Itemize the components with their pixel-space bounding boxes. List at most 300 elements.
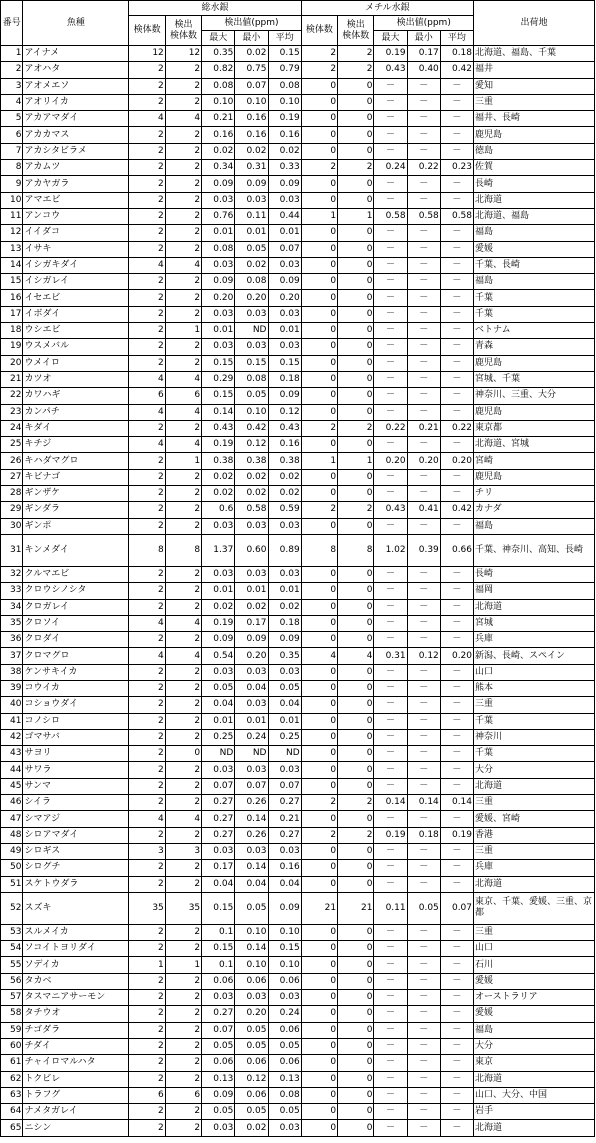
methyl-tested-cell: 0 bbox=[301, 518, 337, 534]
methyl-avg-cell: － bbox=[440, 78, 473, 94]
total-tested-cell: 2 bbox=[129, 1038, 165, 1054]
table-row bbox=[1, 143, 595, 159]
total-tested-cell: 8 bbox=[129, 534, 165, 566]
methyl-detected-cell: 0 bbox=[338, 566, 374, 582]
total-tested-cell: 2 bbox=[129, 241, 165, 257]
total-max-cell: 0.09 bbox=[202, 274, 235, 290]
methyl-tested-cell: 0 bbox=[301, 339, 337, 355]
total-avg-cell: 0.18 bbox=[268, 371, 301, 387]
methyl-max-cell: － bbox=[374, 469, 407, 485]
methyl-detected-cell: 0 bbox=[338, 632, 374, 648]
methyl-avg-cell: － bbox=[440, 566, 473, 582]
header-detected: 検出 検体数 bbox=[338, 16, 374, 46]
origin-cell: 千葉 bbox=[474, 713, 595, 729]
total-avg-cell: 0.03 bbox=[268, 1120, 301, 1136]
origin-cell: 北海道 bbox=[474, 1120, 595, 1136]
methyl-min-cell: 0.05 bbox=[407, 892, 440, 924]
total-avg-cell: 0.79 bbox=[268, 62, 301, 78]
origin-cell: 徳島 bbox=[474, 143, 595, 159]
origin-cell: 愛媛 bbox=[474, 973, 595, 989]
species-name-cell: クルマエビ bbox=[23, 566, 129, 582]
total-max-cell: 0.27 bbox=[202, 827, 235, 843]
species-name-cell: ナメタガレイ bbox=[23, 1104, 129, 1120]
total-max-cell: 0.15 bbox=[202, 941, 235, 957]
table-row bbox=[1, 566, 595, 582]
total-min-cell: 0.16 bbox=[235, 127, 268, 143]
total-max-cell: 0.15 bbox=[202, 355, 235, 371]
origin-cell: 北海道 bbox=[474, 192, 595, 208]
species-name-cell: クロマグロ bbox=[23, 648, 129, 664]
methyl-max-cell: － bbox=[374, 1071, 407, 1087]
total-tested-cell: 2 bbox=[129, 502, 165, 518]
origin-cell: 鹿児島 bbox=[474, 355, 595, 371]
total-avg-cell: 0.12 bbox=[268, 404, 301, 420]
methyl-max-cell: － bbox=[374, 127, 407, 143]
species-name-cell: カンパチ bbox=[23, 404, 129, 420]
row-no-cell: 61 bbox=[1, 1055, 23, 1071]
methyl-min-cell: － bbox=[407, 404, 440, 420]
total-max-cell: ND bbox=[202, 746, 235, 762]
methyl-max-cell: 0.19 bbox=[374, 46, 407, 62]
methyl-max-cell: － bbox=[374, 388, 407, 404]
origin-cell: 佐賀 bbox=[474, 160, 595, 176]
origin-cell: 宮城、千葉 bbox=[474, 371, 595, 387]
methyl-avg-cell: － bbox=[440, 746, 473, 762]
methyl-avg-cell: 0.42 bbox=[440, 502, 473, 518]
total-max-cell: 0.03 bbox=[202, 306, 235, 322]
methyl-max-cell: － bbox=[374, 1120, 407, 1136]
total-min-cell: 0.09 bbox=[235, 632, 268, 648]
row-no-cell: 31 bbox=[1, 534, 23, 566]
total-min-cell: 0.03 bbox=[235, 843, 268, 859]
species-name-cell: アカシタビラメ bbox=[23, 143, 129, 159]
methyl-avg-cell: － bbox=[440, 241, 473, 257]
origin-cell: 神奈川 bbox=[474, 729, 595, 745]
total-tested-cell: 2 bbox=[129, 420, 165, 436]
methyl-min-cell: 0.17 bbox=[407, 46, 440, 62]
total-min-cell: 0.05 bbox=[235, 1038, 268, 1054]
methyl-tested-cell: 0 bbox=[301, 388, 337, 404]
methyl-detected-cell: 0 bbox=[338, 225, 374, 241]
methyl-tested-cell: 0 bbox=[301, 729, 337, 745]
row-no-cell: 1 bbox=[1, 46, 23, 62]
total-min-cell: 0.01 bbox=[235, 583, 268, 599]
total-detected-cell: 0 bbox=[165, 746, 201, 762]
methyl-detected-cell: 0 bbox=[338, 176, 374, 192]
table-row bbox=[1, 713, 595, 729]
total-detected-cell: 2 bbox=[165, 632, 201, 648]
total-min-cell: 0.03 bbox=[235, 306, 268, 322]
total-avg-cell: 0.01 bbox=[268, 323, 301, 339]
total-detected-cell: 4 bbox=[165, 371, 201, 387]
total-tested-cell: 4 bbox=[129, 437, 165, 453]
total-avg-cell: 0.43 bbox=[268, 420, 301, 436]
methyl-detected-cell: 2 bbox=[338, 160, 374, 176]
methyl-avg-cell: － bbox=[440, 729, 473, 745]
methyl-tested-cell: 0 bbox=[301, 323, 337, 339]
methyl-detected-cell: 8 bbox=[338, 534, 374, 566]
header-tested: 検体数 bbox=[129, 16, 165, 46]
total-min-cell: 0.12 bbox=[235, 1071, 268, 1087]
species-name-cell: アオハタ bbox=[23, 62, 129, 78]
origin-cell: 長崎 bbox=[474, 566, 595, 582]
total-tested-cell: 2 bbox=[129, 1006, 165, 1022]
total-min-cell: 0.14 bbox=[235, 941, 268, 957]
methyl-tested-cell: 21 bbox=[301, 892, 337, 924]
origin-cell: 福島 bbox=[474, 518, 595, 534]
species-name-cell: タチウオ bbox=[23, 1006, 129, 1022]
total-max-cell: 0.03 bbox=[202, 518, 235, 534]
header-detected: 検出 検体数 bbox=[165, 16, 201, 46]
species-name-cell: ウシエビ bbox=[23, 323, 129, 339]
methyl-tested-cell: 0 bbox=[301, 111, 337, 127]
total-max-cell: 0.20 bbox=[202, 290, 235, 306]
methyl-avg-cell: － bbox=[440, 1022, 473, 1038]
total-detected-cell: 2 bbox=[165, 420, 201, 436]
total-detected-cell: 2 bbox=[165, 469, 201, 485]
origin-cell: 千葉 bbox=[474, 746, 595, 762]
row-no-cell: 16 bbox=[1, 290, 23, 306]
methyl-min-cell: － bbox=[407, 469, 440, 485]
total-avg-cell: 0.05 bbox=[268, 1104, 301, 1120]
table-row bbox=[1, 1120, 595, 1136]
methyl-avg-cell: － bbox=[440, 941, 473, 957]
total-min-cell: 0.02 bbox=[235, 1120, 268, 1136]
row-no-cell: 50 bbox=[1, 860, 23, 876]
table-row bbox=[1, 1104, 595, 1120]
total-max-cell: 0.6 bbox=[202, 502, 235, 518]
table-row bbox=[1, 827, 595, 843]
total-max-cell: 0.03 bbox=[202, 843, 235, 859]
methyl-detected-cell: 0 bbox=[338, 518, 374, 534]
methyl-detected-cell: 1 bbox=[338, 208, 374, 224]
methyl-detected-cell: 0 bbox=[338, 583, 374, 599]
methyl-max-cell: 0.31 bbox=[374, 648, 407, 664]
methyl-detected-cell: 0 bbox=[338, 924, 374, 940]
total-avg-cell: 0.21 bbox=[268, 811, 301, 827]
table-row bbox=[1, 1038, 595, 1054]
total-tested-cell: 2 bbox=[129, 990, 165, 1006]
methyl-detected-cell: 2 bbox=[338, 795, 374, 811]
methyl-min-cell: － bbox=[407, 599, 440, 615]
row-no-cell: 45 bbox=[1, 778, 23, 794]
total-avg-cell: 0.03 bbox=[268, 257, 301, 273]
total-min-cell: 0.75 bbox=[235, 62, 268, 78]
total-detected-cell: 2 bbox=[165, 583, 201, 599]
total-min-cell: 0.16 bbox=[235, 111, 268, 127]
total-detected-cell: 2 bbox=[165, 518, 201, 534]
header-values: 検出値(ppm) bbox=[374, 16, 474, 31]
methyl-tested-cell: 0 bbox=[301, 192, 337, 208]
methyl-detected-cell: 0 bbox=[338, 486, 374, 502]
species-name-cell: クロソイ bbox=[23, 615, 129, 631]
table-body bbox=[1, 46, 595, 1137]
table-row bbox=[1, 127, 595, 143]
species-name-cell: ギンザケ bbox=[23, 486, 129, 502]
methyl-detected-cell: 0 bbox=[338, 241, 374, 257]
total-min-cell: 0.01 bbox=[235, 225, 268, 241]
row-no-cell: 13 bbox=[1, 241, 23, 257]
total-detected-cell: 2 bbox=[165, 664, 201, 680]
total-tested-cell: 4 bbox=[129, 404, 165, 420]
methyl-min-cell: － bbox=[407, 339, 440, 355]
methyl-detected-cell: 0 bbox=[338, 306, 374, 322]
total-detected-cell: 2 bbox=[165, 176, 201, 192]
table-row bbox=[1, 339, 595, 355]
species-name-cell: タカベ bbox=[23, 973, 129, 989]
total-min-cell: 0.03 bbox=[235, 339, 268, 355]
total-tested-cell: 2 bbox=[129, 339, 165, 355]
total-avg-cell: 0.02 bbox=[268, 599, 301, 615]
row-no-cell: 34 bbox=[1, 599, 23, 615]
total-min-cell: 0.14 bbox=[235, 811, 268, 827]
total-detected-cell: 2 bbox=[165, 143, 201, 159]
total-max-cell: 0.05 bbox=[202, 1038, 235, 1054]
methyl-avg-cell: － bbox=[440, 615, 473, 631]
methyl-min-cell: － bbox=[407, 583, 440, 599]
methyl-detected-cell: 1 bbox=[338, 453, 374, 469]
table-row bbox=[1, 1055, 595, 1071]
methyl-avg-cell: － bbox=[440, 404, 473, 420]
total-max-cell: 0.76 bbox=[202, 208, 235, 224]
methyl-avg-cell: 0.14 bbox=[440, 795, 473, 811]
row-no-cell: 6 bbox=[1, 127, 23, 143]
methyl-avg-cell: － bbox=[440, 924, 473, 940]
total-avg-cell: 0.19 bbox=[268, 111, 301, 127]
total-min-cell: ND bbox=[235, 746, 268, 762]
methyl-min-cell: － bbox=[407, 973, 440, 989]
methyl-min-cell: － bbox=[407, 486, 440, 502]
total-max-cell: 0.07 bbox=[202, 1022, 235, 1038]
total-tested-cell: 2 bbox=[129, 355, 165, 371]
total-detected-cell: 2 bbox=[165, 78, 201, 94]
total-avg-cell: 0.15 bbox=[268, 941, 301, 957]
total-tested-cell: 2 bbox=[129, 924, 165, 940]
total-avg-cell: 0.02 bbox=[268, 486, 301, 502]
row-no-cell: 47 bbox=[1, 811, 23, 827]
table-row bbox=[1, 437, 595, 453]
total-detected-cell: 6 bbox=[165, 1087, 201, 1103]
table-row bbox=[1, 274, 595, 290]
origin-cell: チリ bbox=[474, 486, 595, 502]
methyl-avg-cell: － bbox=[440, 973, 473, 989]
origin-cell: 三重 bbox=[474, 795, 595, 811]
methyl-avg-cell: － bbox=[440, 306, 473, 322]
methyl-max-cell: 0.14 bbox=[374, 795, 407, 811]
origin-cell: 千葉、長崎 bbox=[474, 257, 595, 273]
methyl-tested-cell: 0 bbox=[301, 78, 337, 94]
total-avg-cell: ND bbox=[268, 746, 301, 762]
methyl-detected-cell: 0 bbox=[338, 192, 374, 208]
origin-cell: 熊本 bbox=[474, 680, 595, 696]
total-tested-cell: 2 bbox=[129, 453, 165, 469]
origin-cell: 岩手 bbox=[474, 1104, 595, 1120]
methyl-min-cell: － bbox=[407, 241, 440, 257]
total-avg-cell: 0.03 bbox=[268, 566, 301, 582]
table-row bbox=[1, 990, 595, 1006]
species-name-cell: キンメダイ bbox=[23, 534, 129, 566]
total-max-cell: 0.21 bbox=[202, 111, 235, 127]
total-avg-cell: 0.04 bbox=[268, 697, 301, 713]
origin-cell: 愛媛、宮崎 bbox=[474, 811, 595, 827]
total-min-cell: 0.02 bbox=[235, 46, 268, 62]
total-min-cell: 0.14 bbox=[235, 860, 268, 876]
methyl-tested-cell: 0 bbox=[301, 127, 337, 143]
methyl-avg-cell: － bbox=[440, 1038, 473, 1054]
total-avg-cell: 0.03 bbox=[268, 306, 301, 322]
total-detected-cell: 2 bbox=[165, 192, 201, 208]
total-detected-cell: 2 bbox=[165, 1006, 201, 1022]
origin-cell: 鹿児島 bbox=[474, 404, 595, 420]
origin-cell: 北海道 bbox=[474, 778, 595, 794]
total-detected-cell: 2 bbox=[165, 924, 201, 940]
total-max-cell: 0.82 bbox=[202, 62, 235, 78]
total-max-cell: 0.08 bbox=[202, 78, 235, 94]
methyl-detected-cell: 0 bbox=[338, 876, 374, 892]
total-avg-cell: 0.03 bbox=[268, 664, 301, 680]
species-name-cell: サヨリ bbox=[23, 746, 129, 762]
methyl-min-cell: － bbox=[407, 1055, 440, 1071]
methyl-min-cell: － bbox=[407, 632, 440, 648]
row-no-cell: 51 bbox=[1, 876, 23, 892]
total-tested-cell: 6 bbox=[129, 388, 165, 404]
total-detected-cell: 2 bbox=[165, 1120, 201, 1136]
species-name-cell: キダイ bbox=[23, 420, 129, 436]
total-detected-cell: 2 bbox=[165, 160, 201, 176]
header-avg: 平均 bbox=[440, 31, 473, 46]
methyl-detected-cell: 0 bbox=[338, 843, 374, 859]
total-min-cell: 0.07 bbox=[235, 78, 268, 94]
methyl-avg-cell: － bbox=[440, 990, 473, 1006]
species-name-cell: ソコイトヨリダイ bbox=[23, 941, 129, 957]
total-detected-cell: 8 bbox=[165, 534, 201, 566]
total-avg-cell: 0.09 bbox=[268, 388, 301, 404]
total-min-cell: 0.01 bbox=[235, 713, 268, 729]
row-no-cell: 12 bbox=[1, 225, 23, 241]
table-row bbox=[1, 208, 595, 224]
methyl-avg-cell: － bbox=[440, 599, 473, 615]
methyl-avg-cell: 0.66 bbox=[440, 534, 473, 566]
total-max-cell: 0.19 bbox=[202, 615, 235, 631]
total-tested-cell: 2 bbox=[129, 827, 165, 843]
methyl-tested-cell: 0 bbox=[301, 274, 337, 290]
methyl-avg-cell: － bbox=[440, 1071, 473, 1087]
methyl-tested-cell: 0 bbox=[301, 941, 337, 957]
total-detected-cell: 35 bbox=[165, 892, 201, 924]
total-detected-cell: 2 bbox=[165, 241, 201, 257]
origin-cell: 香港 bbox=[474, 827, 595, 843]
methyl-max-cell: 0.43 bbox=[374, 62, 407, 78]
methyl-detected-cell: 2 bbox=[338, 46, 374, 62]
methyl-max-cell: － bbox=[374, 599, 407, 615]
total-detected-cell: 2 bbox=[165, 1022, 201, 1038]
total-tested-cell: 2 bbox=[129, 176, 165, 192]
methyl-avg-cell: － bbox=[440, 274, 473, 290]
row-no-cell: 53 bbox=[1, 924, 23, 940]
origin-cell: 三重 bbox=[474, 697, 595, 713]
methyl-avg-cell: － bbox=[440, 1006, 473, 1022]
methyl-max-cell: － bbox=[374, 924, 407, 940]
origin-cell: 北海道、福島 bbox=[474, 208, 595, 224]
methyl-tested-cell: 0 bbox=[301, 1022, 337, 1038]
row-no-cell: 18 bbox=[1, 323, 23, 339]
total-tested-cell: 2 bbox=[129, 697, 165, 713]
methyl-max-cell: － bbox=[374, 225, 407, 241]
total-min-cell: 0.03 bbox=[235, 762, 268, 778]
methyl-max-cell: － bbox=[374, 957, 407, 973]
methyl-max-cell: － bbox=[374, 973, 407, 989]
total-max-cell: 0.04 bbox=[202, 876, 235, 892]
row-no-cell: 7 bbox=[1, 143, 23, 159]
row-no-cell: 35 bbox=[1, 615, 23, 631]
origin-cell: 長崎 bbox=[474, 176, 595, 192]
methyl-tested-cell: 0 bbox=[301, 469, 337, 485]
total-tested-cell: 2 bbox=[129, 78, 165, 94]
methyl-min-cell: － bbox=[407, 323, 440, 339]
total-avg-cell: 0.16 bbox=[268, 860, 301, 876]
methyl-tested-cell: 0 bbox=[301, 583, 337, 599]
origin-cell: 福井 bbox=[474, 62, 595, 78]
total-max-cell: 0.13 bbox=[202, 1071, 235, 1087]
row-no-cell: 11 bbox=[1, 208, 23, 224]
methyl-min-cell: － bbox=[407, 1120, 440, 1136]
total-avg-cell: 0.07 bbox=[268, 778, 301, 794]
table-row bbox=[1, 160, 595, 176]
methyl-max-cell: － bbox=[374, 664, 407, 680]
methyl-min-cell: 0.20 bbox=[407, 453, 440, 469]
methyl-max-cell: － bbox=[374, 176, 407, 192]
species-name-cell: カツオ bbox=[23, 371, 129, 387]
methyl-min-cell: － bbox=[407, 78, 440, 94]
total-detected-cell: 2 bbox=[165, 306, 201, 322]
total-min-cell: 0.10 bbox=[235, 94, 268, 110]
origin-cell: 北海道 bbox=[474, 1071, 595, 1087]
table-row bbox=[1, 176, 595, 192]
table-row bbox=[1, 1022, 595, 1038]
methyl-avg-cell: 0.42 bbox=[440, 62, 473, 78]
species-name-cell: アマエビ bbox=[23, 192, 129, 208]
total-max-cell: 0.03 bbox=[202, 339, 235, 355]
total-tested-cell: 2 bbox=[129, 941, 165, 957]
methyl-avg-cell: － bbox=[440, 323, 473, 339]
species-name-cell: チダイ bbox=[23, 1038, 129, 1054]
total-max-cell: 0.02 bbox=[202, 469, 235, 485]
methyl-tested-cell: 0 bbox=[301, 680, 337, 696]
methyl-tested-cell: 2 bbox=[301, 420, 337, 436]
header-values: 検出値(ppm) bbox=[202, 16, 302, 31]
species-name-cell: ウスメバル bbox=[23, 339, 129, 355]
total-tested-cell: 4 bbox=[129, 648, 165, 664]
total-max-cell: 0.06 bbox=[202, 1055, 235, 1071]
row-no-cell: 32 bbox=[1, 566, 23, 582]
total-tested-cell: 12 bbox=[129, 46, 165, 62]
total-max-cell: 0.03 bbox=[202, 192, 235, 208]
methyl-tested-cell: 0 bbox=[301, 1038, 337, 1054]
methyl-tested-cell: 4 bbox=[301, 648, 337, 664]
total-detected-cell: 4 bbox=[165, 257, 201, 273]
total-min-cell: 0.17 bbox=[235, 615, 268, 631]
origin-cell: ベトナム bbox=[474, 323, 595, 339]
methyl-tested-cell: 0 bbox=[301, 143, 337, 159]
methyl-detected-cell: 0 bbox=[338, 957, 374, 973]
methyl-avg-cell: － bbox=[440, 860, 473, 876]
row-no-cell: 41 bbox=[1, 713, 23, 729]
methyl-avg-cell: － bbox=[440, 192, 473, 208]
row-no-cell: 49 bbox=[1, 843, 23, 859]
total-max-cell: 0.04 bbox=[202, 697, 235, 713]
methyl-min-cell: － bbox=[407, 941, 440, 957]
methyl-avg-cell: 0.58 bbox=[440, 208, 473, 224]
